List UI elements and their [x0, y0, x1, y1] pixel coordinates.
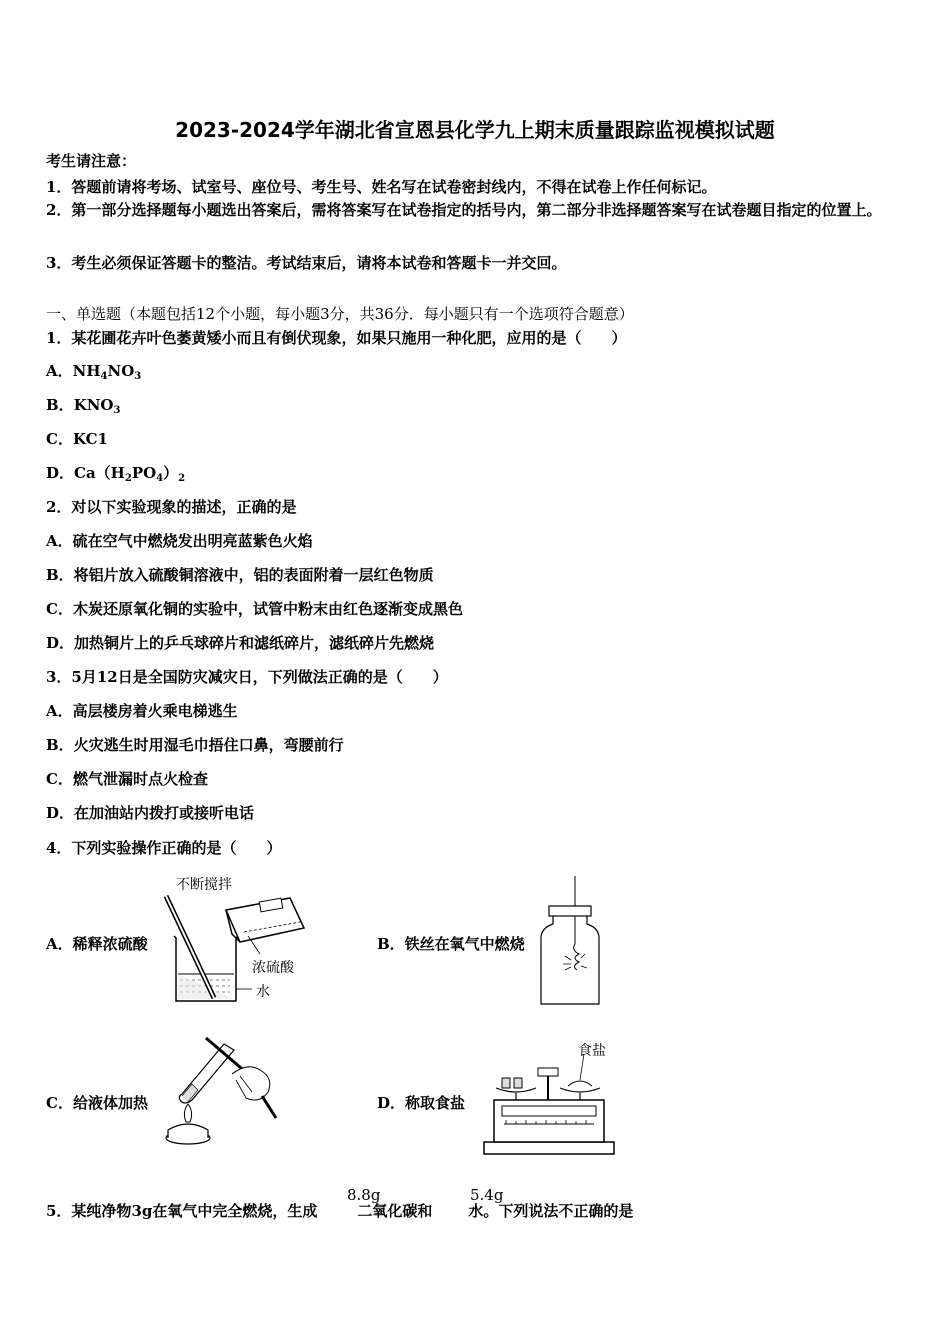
acid-label: 浓硫酸 [252, 960, 294, 976]
h2o-mass: 5.4g [470, 1186, 504, 1204]
q2-option-b: B．将铝片放入硫酸铜溶液中，铝的表面附着一层红色物质 [46, 566, 434, 584]
q4-option-b-label: B．铁丝在氧气中燃烧 [377, 935, 525, 953]
co2-mass: 8.8g [347, 1186, 381, 1204]
q1-stem: 1．某花圃花卉叶色萎黄矮小而且有倒伏现象，如果只施用一种化肥，应用的是（ ） [46, 329, 627, 347]
q3-option-b: B．火灾逃生时用湿毛巾捂住口鼻，弯腰前行 [46, 736, 344, 754]
water-label: 水 [256, 984, 270, 1000]
q2-option-a: A．硫在空气中燃烧发出明亮蓝紫色火焰 [46, 532, 313, 550]
figure-iron-burning [535, 874, 605, 1009]
notice-item-2: 2．第一部分选择题每小题选出答案后，需将答案写在试卷指定的括号内，第二部分非选择题答案写在试卷题目指定的位置上。 [46, 201, 882, 219]
q2-option-d: D．加热铜片上的乒乓球碎片和滤纸碎片，滤纸碎片先燃烧 [46, 634, 435, 652]
salt-label: 食盐 [578, 1043, 606, 1059]
q4-option-c-label: C．给液体加热 [46, 1094, 148, 1112]
q3-option-d: D．在加油站内拨打或接听电话 [46, 804, 255, 822]
q3-option-c: C．燃气泄漏时点火检查 [46, 770, 208, 788]
q3-option-a: A．高层楼房着火乘电梯逃生 [46, 702, 238, 720]
section-heading: 一、单选题（本题包括12个小题，每小题3分，共36分．每小题只有一个选项符合题意） [46, 305, 634, 323]
q4-stem: 4．下列实验操作正确的是（ ） [46, 839, 282, 857]
notice-item-3: 3．考生必须保证答题卡的整洁。考试结束后，请将本试卷和答题卡一并交回。 [46, 254, 567, 272]
q4-option-d-label: D．称取食盐 [377, 1094, 466, 1112]
q4-option-a-label: A．稀释浓硫酸 [46, 935, 148, 953]
q2-stem: 2．对以下实验现象的描述，正确的是 [46, 498, 297, 516]
figure-balance [482, 1038, 622, 1158]
stir-label: 不断搅拌 [176, 877, 232, 893]
q1-option-c: C．KC1 [46, 430, 108, 448]
iron-burning-drawing [535, 874, 605, 1009]
figure-dilute-acid [160, 876, 320, 1011]
page-title: 2023-2024学年湖北省宣恩县化学九上期末质量跟踪监视模拟试题 [175, 118, 775, 142]
q1-option-d: D．$Ca(H_2PO_4)_2$ [46, 464, 186, 484]
q2-option-c: C．木炭还原氧化铜的实验中，试管中粉末由红色逐渐变成黑色 [46, 600, 463, 618]
q1-option-b: B．$KNO_3$ [46, 396, 121, 416]
figure-heat-liquid [160, 1034, 285, 1154]
notice-item-1: 1．答题前请将考场、试室号、座位号、考生号、姓名写在试卷密封线内，不得在试卷上作任何标记。 [46, 178, 717, 196]
q5-stem: 5．某纯净物3g在氧气中完全燃烧，生成 二氧化碳和 水。下列说法不正确的是 [46, 1202, 634, 1220]
q1-option-a: A．$NH_4NO_3$ [46, 362, 142, 382]
heat-liquid-drawing [160, 1034, 285, 1154]
q3-stem: 3．5月12日是全国防灾减灾日，下列做法正确的是（ ） [46, 668, 448, 686]
dilute-acid-drawing [160, 876, 320, 1011]
notice-heading: 考生请注意： [46, 152, 137, 170]
